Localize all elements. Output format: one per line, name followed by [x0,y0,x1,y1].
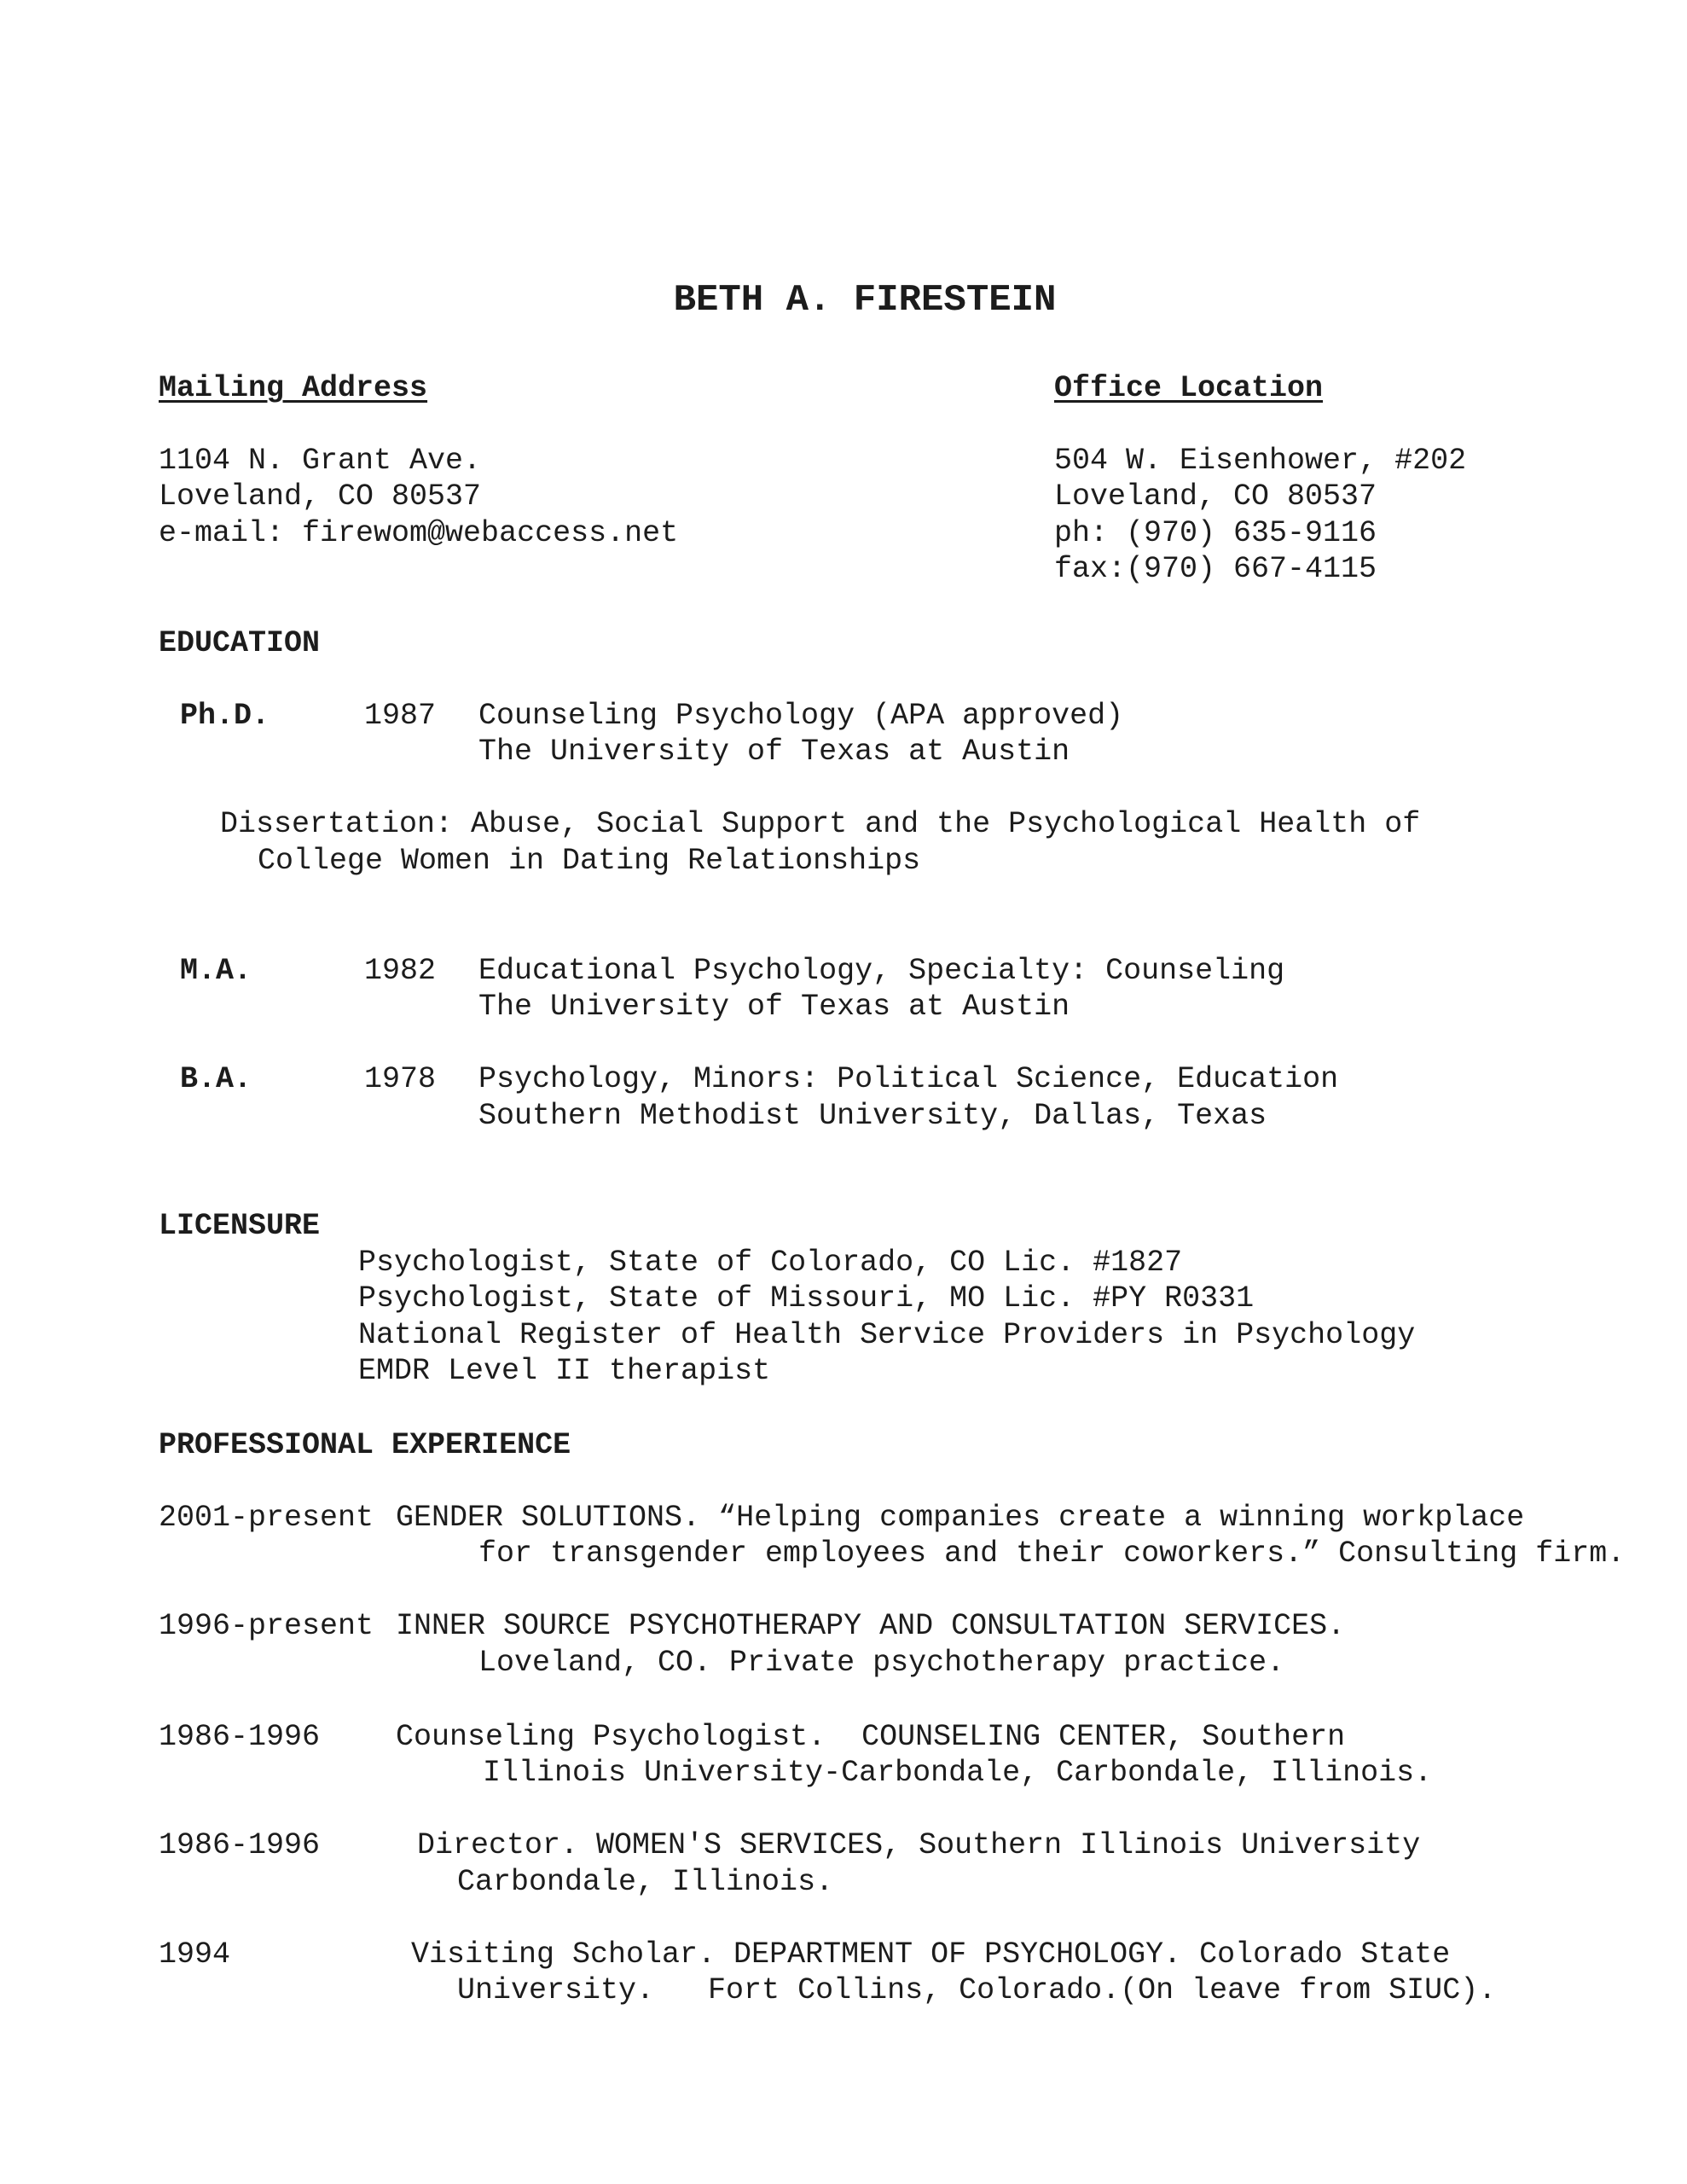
experience-dates: 1986-1996 [159,1720,321,1754]
mailing-city: Loveland, CO 80537 [159,479,482,514]
license-item: National Register of Health Service Providers in Psychology [358,1318,1416,1352]
license-item: Psychologist, State of Missouri, MO Lic. #PY R0331 [358,1281,1255,1316]
degree-school: Southern Methodist University, Dallas, Texas [478,1099,1267,1133]
experience-line: Counseling Psychologist. COUNSELING CENTER, Southern [396,1720,1346,1754]
office-city: Loveland, CO 80537 [1054,479,1377,514]
experience-line: Visiting Scholar. DEPARTMENT OF PSYCHOLOGY. Colorado State [411,1937,1451,1972]
degree-phd: Ph.D. [180,699,270,733]
degree-field: Psychology, Minors: Political Science, Education [478,1062,1339,1096]
license-item: Psychologist, State of Colorado, CO Lic. #1827 [358,1246,1183,1280]
experience-line: University. Fort Collins, Colorado.(On leave from SIUC). [457,1973,1497,2007]
degree-year: 1982 [364,954,437,988]
experience-line: Carbondale, Illinois. [457,1865,834,1899]
degree-school: The University of Texas at Austin [478,990,1070,1024]
education-heading: EDUCATION [159,626,321,660]
office-street: 504 W. Eisenhower, #202 [1054,444,1467,478]
experience-dates: 1986-1996 [159,1828,321,1862]
experience-line: Illinois University-Carbondale, Carbondale, Illinois. [483,1756,1433,1790]
license-item: EMDR Level II therapist [358,1354,771,1388]
mailing-address-heading: Mailing Address [159,371,428,405]
resume-name: BETH A. FIRESTEIN [673,279,1057,322]
experience-line: Director. WOMEN'S SERVICES, Southern Illinois University [417,1828,1421,1862]
experience-dates: 2001-present [159,1501,374,1535]
experience-heading: PROFESSIONAL EXPERIENCE [159,1428,571,1462]
experience-line: for transgender employees and their coworkers.” Consulting firm. [478,1536,1626,1571]
experience-line: INNER SOURCE PSYCHOTHERAPY AND CONSULTATION SERVICES. [396,1609,1346,1643]
degree-field: Counseling Psychology (APA approved) [478,699,1124,733]
office-phone: ph: (970) 635-9116 [1054,516,1377,550]
degree-year: 1987 [364,699,437,733]
degree-school: The University of Texas at Austin [478,735,1070,769]
office-fax: fax:(970) 667-4115 [1054,552,1377,586]
licensure-heading: LICENSURE [159,1209,321,1243]
mailing-street: 1104 N. Grant Ave. [159,444,482,478]
experience-line: GENDER SOLUTIONS. “Helping companies create a winning workplace [396,1501,1525,1535]
experience-dates: 1996-present [159,1609,374,1643]
dissertation-line: Dissertation: Abuse, Social Support and the Psychological Health of [220,807,1421,841]
degree-ba: B.A. [180,1062,252,1096]
degree-ma: M.A. [180,954,252,988]
degree-year: 1978 [364,1062,437,1096]
experience-dates: 1994 [159,1937,231,1972]
office-location-heading: Office Location [1054,371,1324,405]
degree-field: Educational Psychology, Specialty: Counseling [478,954,1285,988]
mailing-email: e-mail: firewom@webaccess.net [159,516,679,550]
experience-line: Loveland, CO. Private psychotherapy practice. [478,1646,1285,1680]
dissertation-line: College Women in Dating Relationships [258,844,921,878]
